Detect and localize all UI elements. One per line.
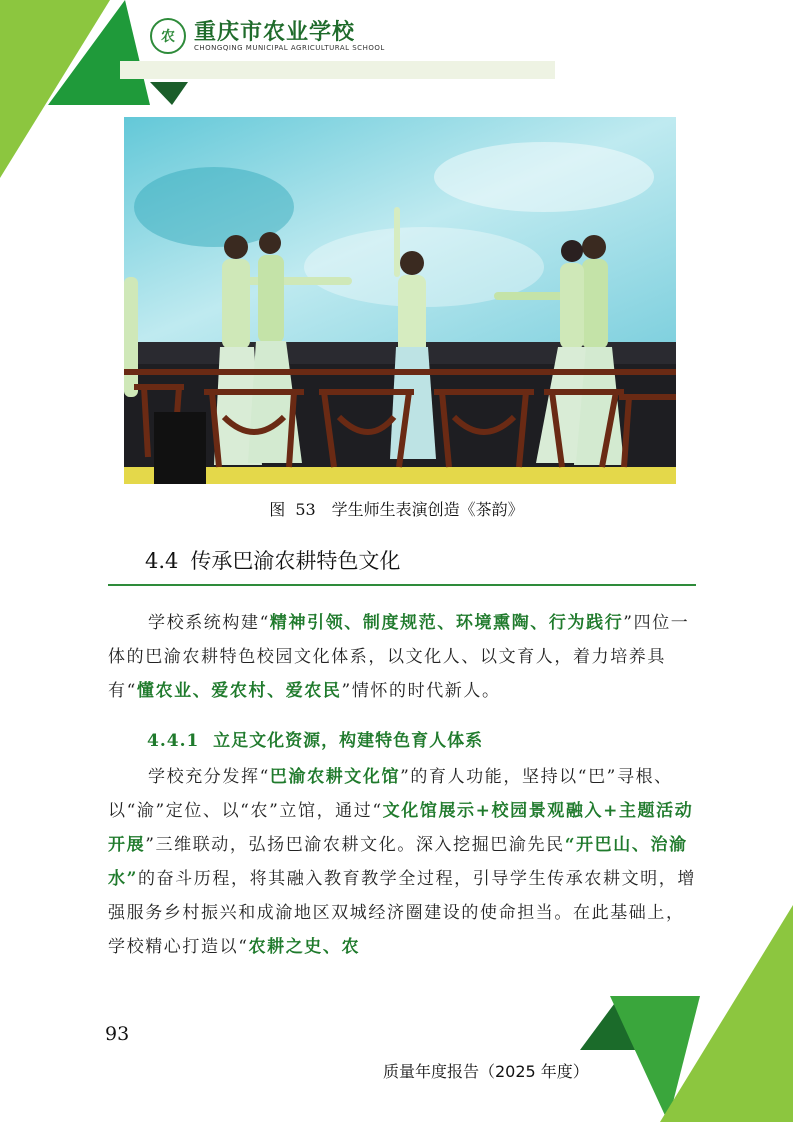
- emphasis-text: 懂农业、爱农村、爱农民: [136, 681, 342, 701]
- school-seal-icon: 农: [150, 18, 186, 54]
- section-divider: [108, 584, 696, 586]
- subsection-heading: [147, 726, 483, 751]
- paragraph-text: 学校系统构建“: [148, 613, 270, 633]
- paragraph-text: ”情怀的时代新人。: [341, 681, 501, 701]
- section-heading: [145, 545, 400, 575]
- stage-speaker: [154, 412, 206, 484]
- logo-text: [194, 20, 385, 52]
- section-number: 4.4: [145, 549, 179, 573]
- school-name-en: CHONGQING MUNICIPAL AGRICULTURAL SCHOOL: [194, 44, 385, 52]
- header-bar: [120, 61, 555, 79]
- emphasis-text: 巴渝农耕文化馆: [269, 767, 401, 787]
- paragraph-text: 学校充分发挥“: [148, 767, 270, 787]
- subsection-number: 4.4.1: [147, 731, 200, 751]
- performance-photo: [124, 117, 676, 484]
- school-name-cn: 重庆市农业学校: [194, 19, 356, 45]
- figure-title: 学生师生表演创造《茶韵》: [331, 500, 524, 519]
- emphasis-text: 文化馆展示+校园景观融入+主题活动开展: [108, 801, 694, 855]
- stage-front: [124, 467, 676, 484]
- emphasis-text: “开巴山、治渝水”: [108, 835, 688, 889]
- paragraph-text: ”四位一体的巴渝农耕特色校园文化体系，以文化人、以文育人，着力培养具有“: [108, 613, 690, 701]
- figure-caption: [0, 497, 793, 520]
- figure-number: 53: [295, 500, 316, 519]
- paragraph-2: [108, 760, 696, 964]
- paragraph-text: 的奋斗历程，将其融入教育教学全过程，引导学生传承农耕文明，增强服务乡村振兴和成渝地区双城经济圈建设的使命担当。在此基础上，学校精心打造以“: [108, 869, 696, 957]
- subsection-title: 立足文化资源，构建特色育人体系: [213, 731, 484, 751]
- paragraph-text: ”的育人功能，坚持以“巴”寻根、以“渝”定位、以“农”立馆，通过“: [108, 767, 673, 821]
- emphasis-text: 农耕之史、农: [248, 937, 361, 957]
- school-logo: [150, 18, 385, 54]
- top-left-small-triangle: [150, 82, 188, 105]
- emphasis-text: 精神引领、制度规范、环境熏陶、行为践行: [269, 613, 624, 633]
- paragraph-1: [108, 606, 696, 708]
- paragraph-text: ”三维联动，弘扬巴渝农耕文化。深入挖掘巴渝先民: [145, 835, 565, 855]
- page-number: 93: [105, 1023, 130, 1045]
- figure-label: 图: [269, 500, 286, 519]
- performer-edge: [124, 277, 138, 397]
- footer-title: 质量年度报告（2025 年度）: [383, 1062, 589, 1081]
- section-title: 传承巴渝农耕特色文化: [190, 549, 401, 573]
